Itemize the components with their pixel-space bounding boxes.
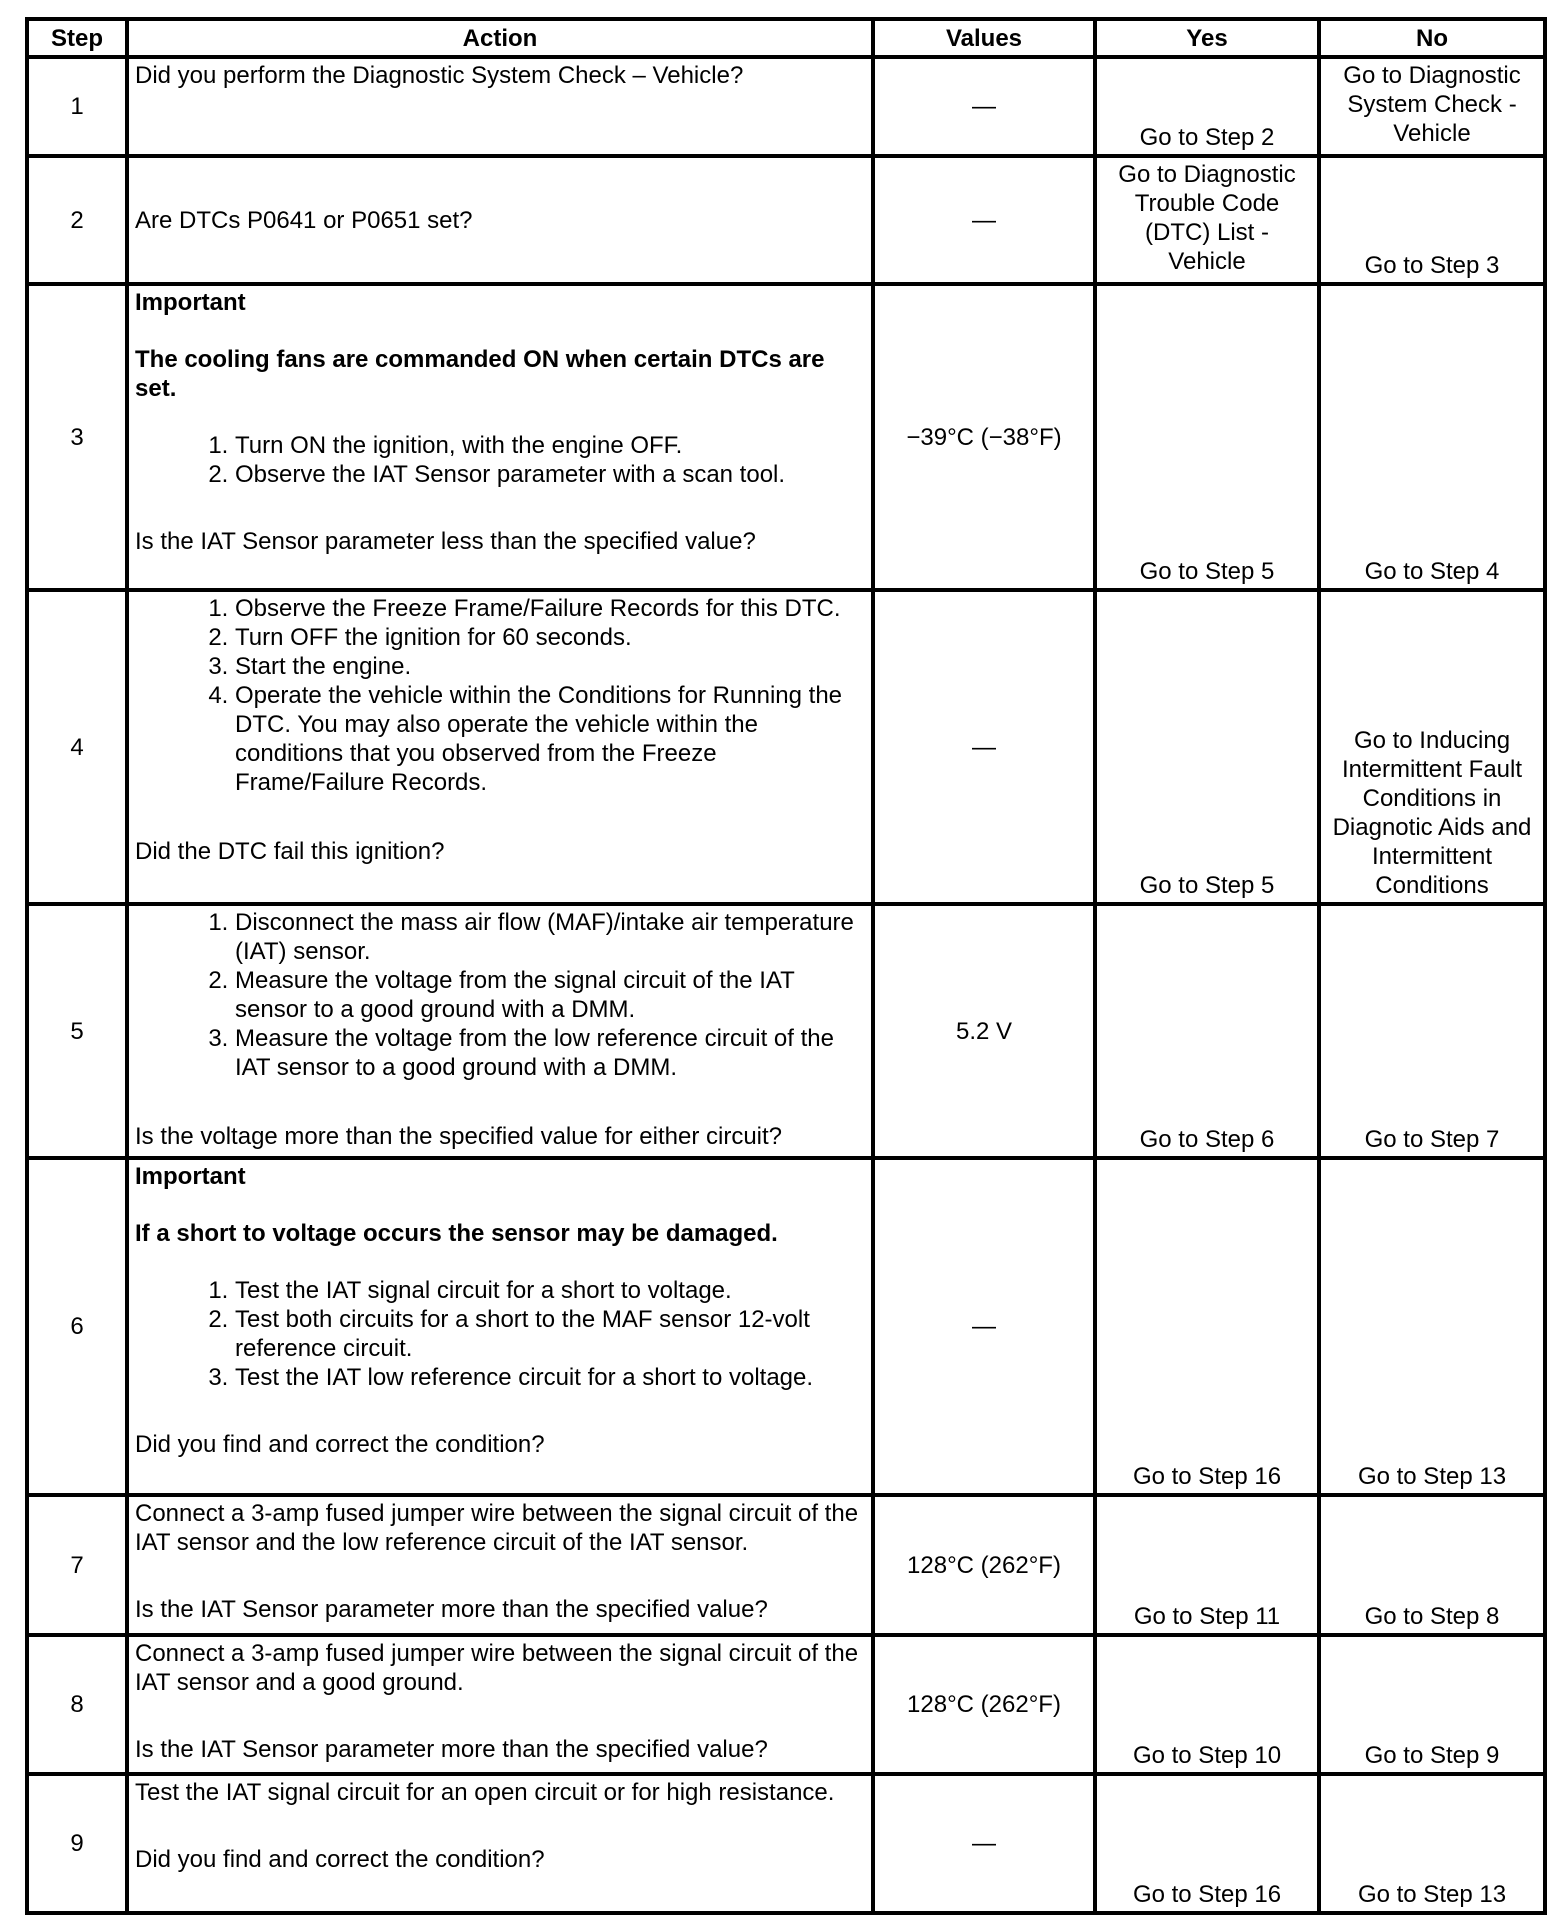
yes-result: Go to Step 16 [1095, 1158, 1319, 1495]
action-steps [135, 1276, 865, 1392]
important-text: The cooling fans are commanded ON when certain DTCs are set. [135, 346, 825, 402]
action-text: Are DTCs P0641 or P0651 set? [127, 156, 873, 284]
no-result: Go to Step 8 [1319, 1495, 1545, 1635]
diagnostic-table [25, 17, 1547, 1915]
important-title: Important [135, 1163, 246, 1190]
action-step: 2. Test both circuits for a short to the MAF sensor 12-volt reference circuit. [235, 1305, 865, 1363]
yes-result: Go to Step 5 [1095, 590, 1319, 904]
no-result: Go to Step 3 [1319, 156, 1545, 284]
action-step: 1. Disconnect the mass air flow (MAF)/intake air temperature (IAT) sensor. [235, 908, 865, 966]
action-cell [127, 1495, 873, 1635]
action-cell [127, 284, 873, 590]
step-number: 4 [27, 590, 127, 904]
action-text: Test the IAT signal circuit for an open circuit or for high resistance. [135, 1779, 835, 1806]
step-number: 2 [27, 156, 127, 284]
action-question: Is the IAT Sensor parameter less than the specified value? [135, 528, 756, 555]
no-result: Go to Inducing Intermittent Fault Conditions in Diagnotic Aids and Intermittent Conditions [1319, 590, 1545, 904]
specified-value: — [873, 1774, 1095, 1913]
action-step: 2. Observe the IAT Sensor parameter with a scan tool. [235, 460, 865, 489]
action-step: 2. Measure the voltage from the signal circuit of the IAT sensor to a good ground with a DMM. [235, 966, 865, 1024]
step-number: 5 [27, 904, 127, 1158]
header-row [27, 19, 1545, 57]
action-steps [135, 431, 865, 489]
table-row [27, 1158, 1545, 1495]
action-step: 1. Turn ON the ignition, with the engine OFF. [235, 431, 865, 460]
action-cell [127, 590, 873, 904]
action-step: 1. Test the IAT signal circuit for a short to voltage. [235, 1276, 865, 1305]
action-cell [127, 1158, 873, 1495]
no-result: Go to Step 13 [1319, 1158, 1545, 1495]
action-step: 3. Measure the voltage from the low reference circuit of the IAT sensor to a good ground with a DMM. [235, 1024, 865, 1082]
important-text: If a short to voltage occurs the sensor may be damaged. [135, 1220, 778, 1247]
action-steps [135, 594, 865, 797]
header-yes: Yes [1095, 19, 1319, 57]
no-result: Go to Step 7 [1319, 904, 1545, 1158]
step-number: 3 [27, 284, 127, 590]
yes-result: Go to Step 5 [1095, 284, 1319, 590]
yes-result: Go to Step 11 [1095, 1495, 1319, 1635]
action-cell [127, 1635, 873, 1774]
table-row [27, 57, 1545, 156]
header-step: Step [27, 19, 127, 57]
header-no: No [1319, 19, 1545, 57]
step-number: 1 [27, 57, 127, 156]
table-row [27, 1635, 1545, 1774]
yes-result: Go to Step 10 [1095, 1635, 1319, 1774]
action-question: Is the IAT Sensor parameter more than the specified value? [135, 1596, 768, 1623]
specified-value: 128°C (262°F) [873, 1495, 1095, 1635]
yes-result: Go to Diagnostic Trouble Code (DTC) List - Vehicle [1095, 156, 1319, 284]
action-text: Connect a 3-amp fused jumper wire between the signal circuit of the IAT sensor and the low reference circuit of the IAT sensor. [135, 1500, 859, 1556]
no-result: Go to Step 13 [1319, 1774, 1545, 1913]
action-question: Is the voltage more than the specified value for either circuit? [135, 1123, 783, 1150]
no-result: Go to Diagnostic System Check - Vehicle [1319, 57, 1545, 156]
header-values: Values [873, 19, 1095, 57]
header-action: Action [127, 19, 873, 57]
specified-value: 128°C (262°F) [873, 1635, 1095, 1774]
action-step: 3. Start the engine. [235, 652, 865, 681]
yes-result: Go to Step 6 [1095, 904, 1319, 1158]
action-text: Connect a 3-amp fused jumper wire between the signal circuit of the IAT sensor and a good ground. [135, 1640, 859, 1696]
specified-value: — [873, 590, 1095, 904]
action-text: Did you perform the Diagnostic System Check – Vehicle? [127, 57, 873, 156]
step-number: 9 [27, 1774, 127, 1913]
action-question: Did the DTC fail this ignition? [135, 838, 445, 865]
action-question: Did you find and correct the condition? [135, 1431, 545, 1458]
action-cell [127, 904, 873, 1158]
table-row [27, 1495, 1545, 1635]
action-question: Is the IAT Sensor parameter more than the specified value? [135, 1736, 768, 1763]
yes-result: Go to Step 2 [1095, 57, 1319, 156]
action-step: 1. Observe the Freeze Frame/Failure Records for this DTC. [235, 594, 865, 623]
action-step: 2. Turn OFF the ignition for 60 seconds. [235, 623, 865, 652]
table-row [27, 590, 1545, 904]
specified-value: — [873, 1158, 1095, 1495]
specified-value: 5.2 V [873, 904, 1095, 1158]
step-number: 7 [27, 1495, 127, 1635]
table-row [27, 1774, 1545, 1913]
step-number: 6 [27, 1158, 127, 1495]
important-title: Important [135, 289, 246, 316]
table-row [27, 904, 1545, 1158]
specified-value: −39°C (−38°F) [873, 284, 1095, 590]
step-number: 8 [27, 1635, 127, 1774]
action-steps [135, 908, 865, 1082]
yes-result: Go to Step 16 [1095, 1774, 1319, 1913]
action-step: 4. Operate the vehicle within the Conditions for Running the DTC. You may also operate the vehicle within the conditions that you observed from the Freeze Frame/Failure Records. [235, 681, 865, 797]
specified-value: — [873, 156, 1095, 284]
action-step: 3. Test the IAT low reference circuit for a short to voltage. [235, 1363, 865, 1392]
action-cell [127, 1774, 873, 1913]
action-question: Did you find and correct the condition? [135, 1846, 545, 1873]
no-result: Go to Step 4 [1319, 284, 1545, 590]
no-result: Go to Step 9 [1319, 1635, 1545, 1774]
table-row [27, 284, 1545, 590]
specified-value: — [873, 57, 1095, 156]
table-row [27, 156, 1545, 284]
